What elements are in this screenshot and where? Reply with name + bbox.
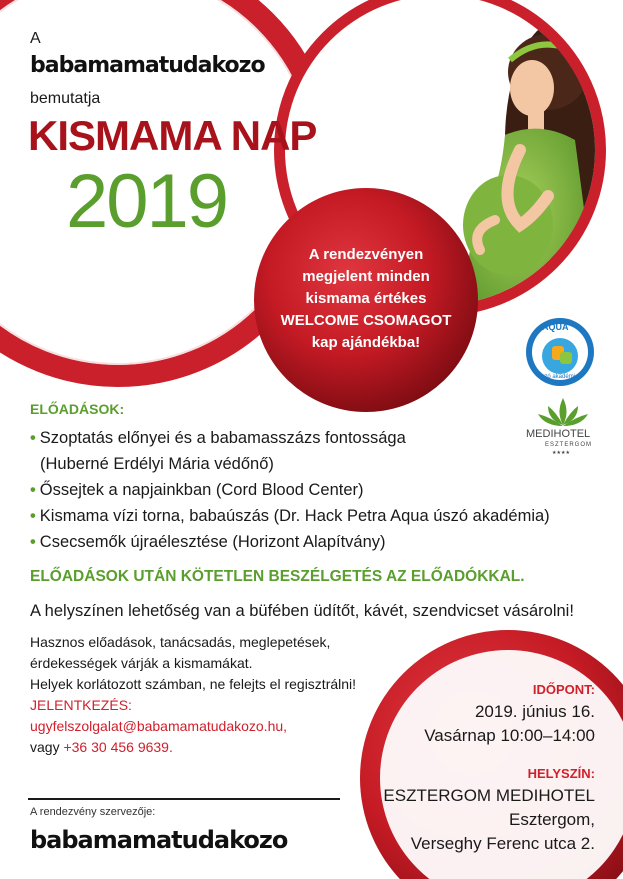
welcome-highlight: WELCOME CSOMAGOT — [280, 312, 452, 329]
info-block — [30, 632, 356, 758]
header-pre: A — [30, 30, 41, 47]
aqua-sub: úszó akadémia — [538, 374, 579, 380]
time-hours: Vasárnap 10:00–14:00 — [424, 726, 595, 745]
info-line-1: Hasznos előadások, tanácsadás, meglepetések, — [30, 634, 331, 650]
aqua-name: AQUA — [542, 322, 569, 332]
time-date: 2019. június 16. — [474, 702, 595, 721]
medihotel-name: MEDIHOTEL — [526, 428, 591, 440]
buffet-note: A helyszínen lehetőség van a büfében üdítőt, kávét, szendvicset vásárolni! — [30, 602, 574, 620]
organizer-label: A rendezvény szervezője: — [30, 806, 156, 818]
brand-logo — [30, 53, 265, 78]
place-label: HELYSZÍN: — [527, 766, 595, 781]
free-talk: ELŐADÁSOK UTÁN KÖTETLEN BESZÉLGETÉS AZ ELŐADÓKKAL. — [30, 568, 525, 585]
event-details — [383, 680, 595, 856]
info-line-3: Helyek korlátozott számban, ne felejts el regisztrálni! — [30, 676, 357, 692]
welcome-line-2: megjelent minden — [302, 268, 430, 285]
event-year: 2019 — [66, 159, 228, 244]
medihotel-stars: ★★★★ — [552, 450, 570, 456]
place-street: Verseghy Ferenc utca 2. — [410, 834, 595, 853]
welcome-text — [266, 244, 466, 354]
lecture-item: • Szoptatás előnyei és a babamasszázs fontossága — [30, 429, 406, 447]
lecture-item: • Őssejtek a napjainkban (Cord Blood Center) — [30, 481, 364, 499]
info-line-2: érdekességek várják a kismamákat. — [30, 655, 253, 671]
registration-phone[interactable]: +36 30 456 9639. — [63, 739, 173, 755]
medihotel-lotus-icon — [538, 398, 588, 426]
registration-email[interactable]: ugyfelszolgalat@babamamatudakozo.hu, — [30, 718, 288, 734]
lecture-list — [30, 425, 550, 555]
welcome-line-3: kismama értékes — [305, 290, 427, 307]
brand-logo-text: babamamatudakozo — [30, 53, 265, 78]
place-city: Esztergom, — [509, 810, 595, 829]
welcome-line-1: A rendezvényen — [308, 246, 424, 263]
lecture-item: (Huberné Erdélyi Mária védőnő) — [40, 455, 274, 473]
organizer-logo — [30, 826, 287, 854]
organizer-logo-text: babamamatudakozo — [30, 826, 288, 854]
lectures-heading: ELŐADÁSOK: — [30, 401, 125, 417]
lecture-item: • Kismama vízi torna, babaúszás (Dr. Hack Petra Aqua úszó akadémia) — [30, 507, 550, 525]
event-title: KISMAMA NAP — [28, 112, 317, 159]
welcome-last: kap ajándékba! — [311, 334, 421, 351]
phone-prefix: vagy — [30, 739, 60, 755]
registration-label: JELENTKEZÉS: — [30, 697, 132, 713]
place-venue: ESZTERGOM MEDIHOTEL — [383, 786, 595, 805]
medihotel-city: ESZTERGOM — [545, 442, 593, 448]
lecture-item: • Csecsemők újraélesztése (Horizont Alapítvány) — [30, 533, 386, 551]
time-label: IDŐPONT: — [532, 682, 595, 697]
header-presents: bemutatja — [30, 90, 101, 107]
registration-phone-line — [30, 737, 356, 758]
